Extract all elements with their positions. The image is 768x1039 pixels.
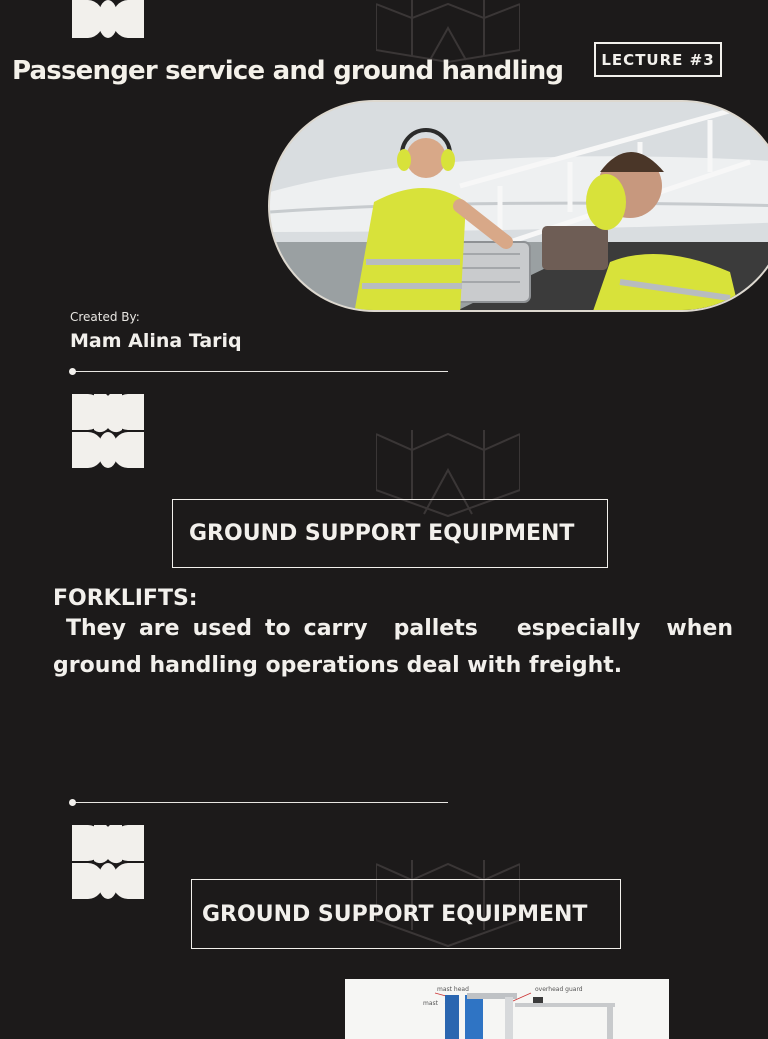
forklift-diagram-illustration — [345, 979, 669, 1039]
author-name: Mam Alina Tariq — [70, 330, 242, 352]
divider-line — [72, 802, 448, 803]
section-heading: GROUND SUPPORT EQUIPMENT — [189, 521, 575, 546]
ground-crew-illustration — [270, 102, 768, 312]
lecture-badge: LECTURE #3 — [594, 42, 722, 77]
logo-top-icon — [70, 0, 146, 38]
ground-crew-photo — [268, 100, 768, 312]
divider-line — [72, 371, 448, 372]
section-heading: GROUND SUPPORT EQUIPMENT — [202, 901, 588, 927]
diagram-label-mast-head: mast head — [437, 986, 469, 993]
created-by-label: Created By: — [70, 310, 140, 324]
forklifts-heading: FORKLIFTS: — [53, 586, 198, 611]
geometric-watermark-icon — [376, 0, 520, 64]
diagram-label-overhead-guard: overhead guard — [535, 986, 583, 993]
logo-section-icon — [70, 825, 146, 899]
section-heading-box — [191, 879, 621, 949]
logo-section-icon — [70, 394, 146, 468]
page-title: Passenger service and ground handling — [12, 56, 564, 86]
section-heading-box — [172, 499, 608, 568]
forklifts-description: They are used to carry pallets especially when ground handling operations deal with freight. — [53, 616, 756, 678]
diagram-label-mast: mast — [423, 1000, 438, 1007]
forklift-diagram — [345, 979, 669, 1039]
